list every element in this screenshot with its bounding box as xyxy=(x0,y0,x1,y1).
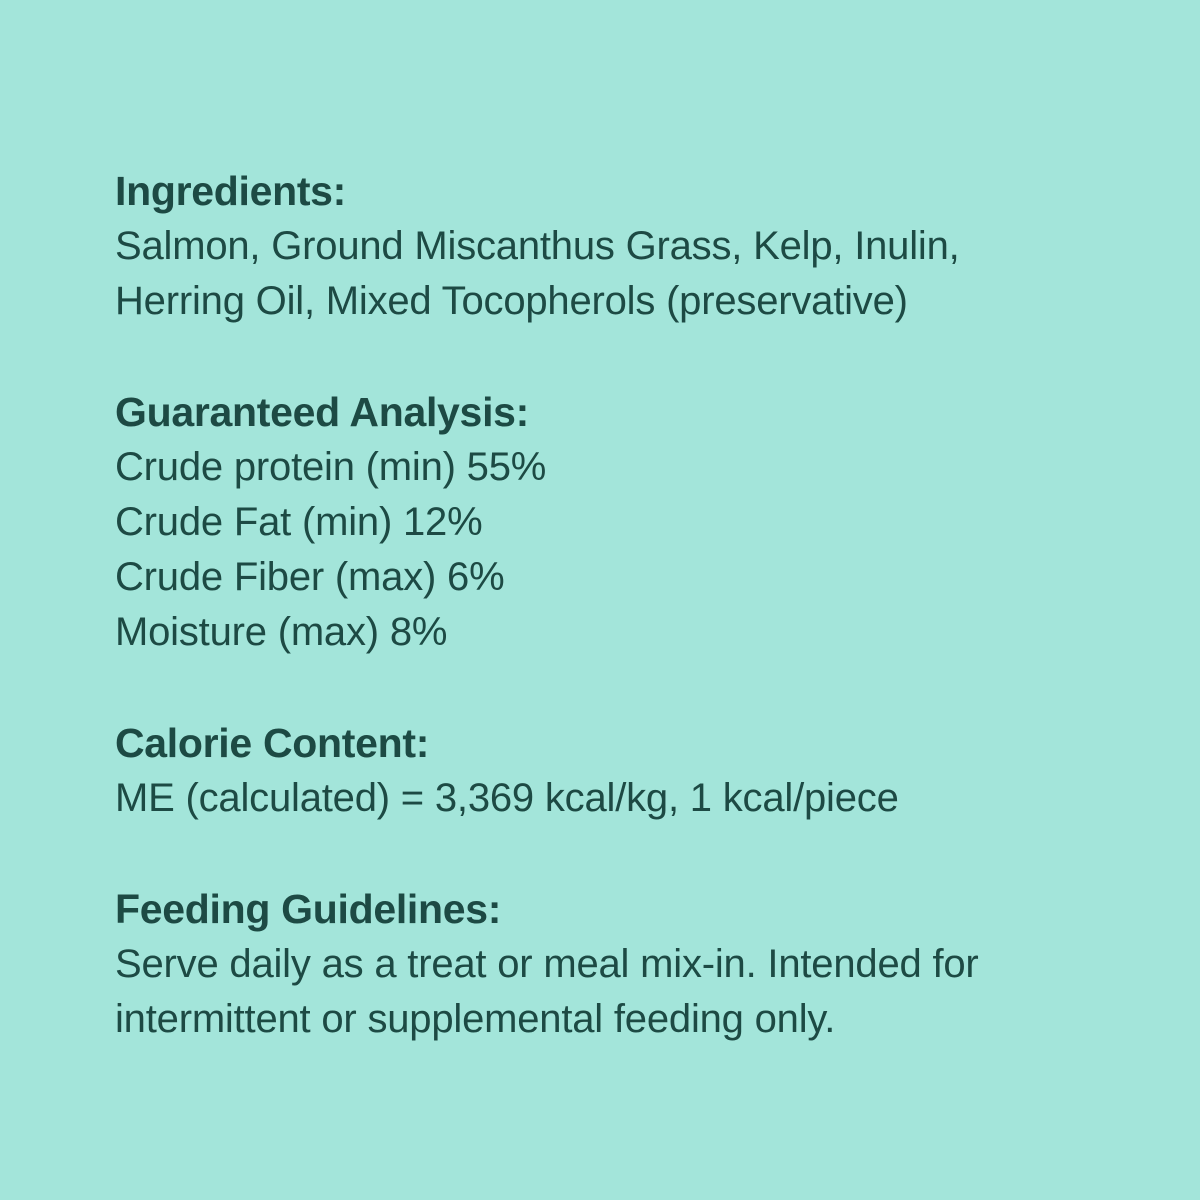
analysis-line-moisture: Moisture (max) 8% xyxy=(115,610,448,654)
ingredients-section xyxy=(115,163,1100,329)
feeding-guidelines-line: Serve daily as a treat or meal mix-in. Intended for xyxy=(115,942,979,986)
ingredients-heading: Ingredients: xyxy=(115,168,347,214)
guaranteed-analysis-heading: Guaranteed Analysis: xyxy=(115,389,530,435)
ingredients-line: Salmon, Ground Miscanthus Grass, Kelp, Inulin, xyxy=(115,224,960,268)
analysis-line-crude-fat: Crude Fat (min) 12% xyxy=(115,500,483,544)
analysis-line-crude-protein: Crude protein (min) 55% xyxy=(115,445,547,489)
guaranteed-analysis-section xyxy=(115,384,1100,660)
feeding-guidelines-heading: Feeding Guidelines: xyxy=(115,886,502,932)
analysis-line-crude-fiber: Crude Fiber (max) 6% xyxy=(115,555,505,599)
ingredients-line: Herring Oil, Mixed Tocopherols (preservative) xyxy=(115,279,908,323)
calorie-content-line: ME (calculated) = 3,369 kcal/kg, 1 kcal/piece xyxy=(115,776,899,820)
feeding-guidelines-section xyxy=(115,881,1100,1047)
calorie-content-heading: Calorie Content: xyxy=(115,720,430,766)
calorie-content-section xyxy=(115,715,1100,826)
feeding-guidelines-line: intermittent or supplemental feeding only. xyxy=(115,997,836,1041)
